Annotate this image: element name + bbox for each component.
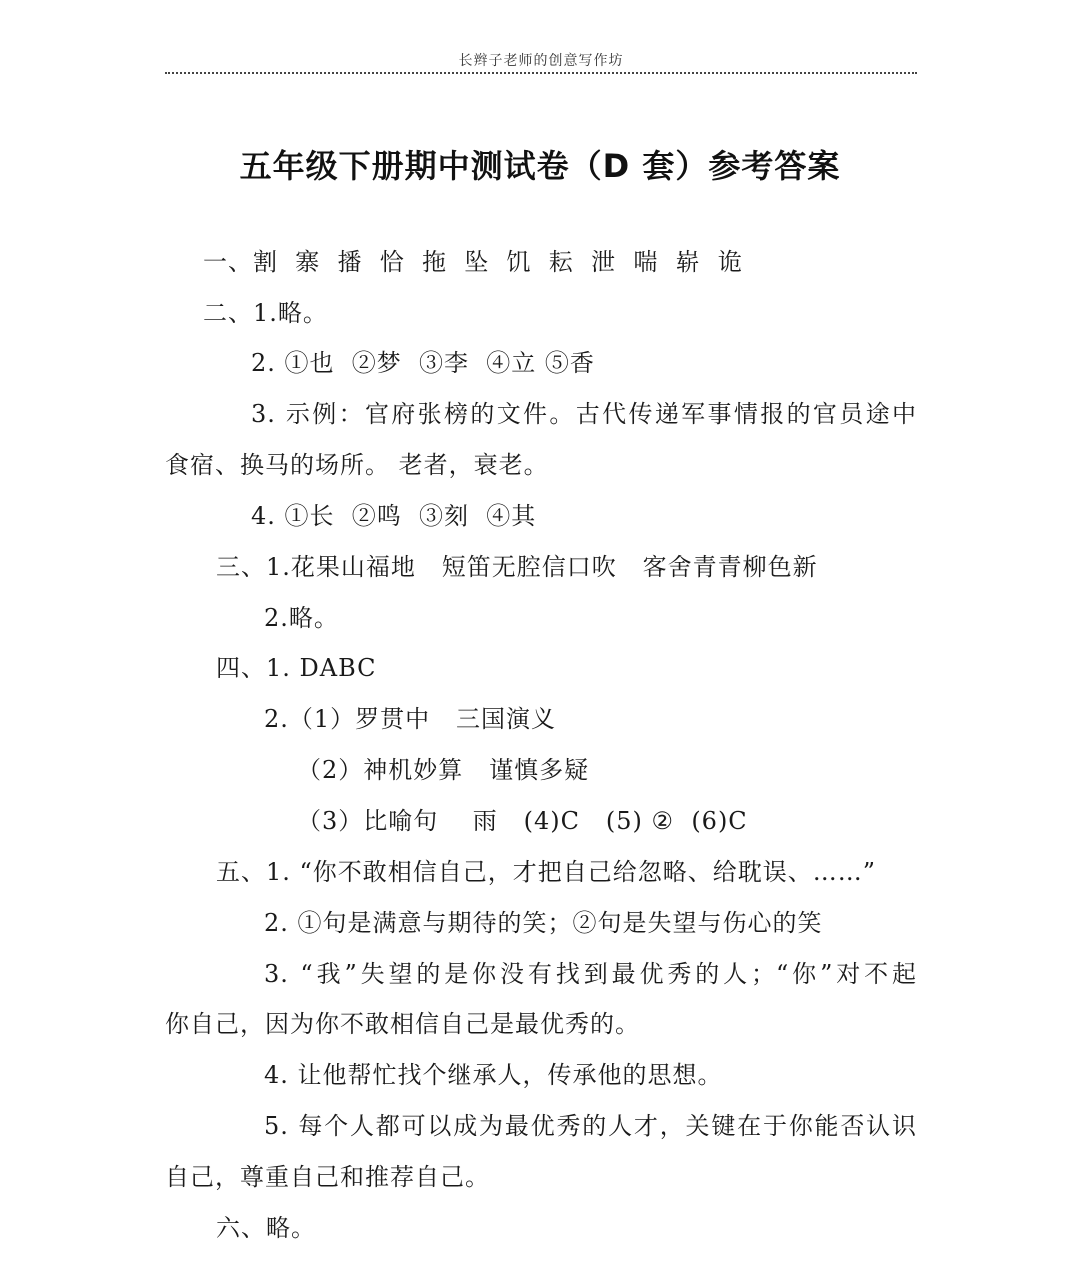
answer-line-6: 4. ①长 ②鸣 ③刻 ④其 [251, 502, 537, 530]
answer-line-14: 2. ①句是满意与期待的笑；②句是失望与伤心的笑 [264, 909, 823, 937]
answer-line-4: 3. 示例：官府张榜的文件。古代传递军事情报的官员途中 [251, 400, 917, 428]
answer-line-7: 三、1.花果山福地 短笛无腔信口吹 客舍青青柳色新 [216, 553, 818, 581]
answer-line-1: 一、割 寨 播 恰 拖 坠 饥 耘 泄 喘 崭 诡 [203, 248, 743, 276]
answer-line-2: 二、1.略。 [203, 299, 328, 327]
answer-line-13: 五、1. “你不敢相信自己，才把自己给忽略、给耽误、……” [216, 858, 877, 886]
answer-line-11: （2）神机妙算 谨慎多疑 [297, 756, 590, 784]
answer-line-16: 你自己，因为你不敢相信自己是最优秀的。 [165, 1010, 640, 1038]
page-header: 长辫子老师的创意写作坊 [458, 53, 624, 69]
answer-line-17: 4. 让他帮忙找个继承人，传承他的思想。 [264, 1061, 723, 1089]
answer-line-18: 5. 每个人都可以成为最优秀的人才，关键在于你能否认识 [264, 1112, 917, 1140]
answer-line-9: 四、1. DABC [216, 654, 377, 682]
answer-line-12: （3）比喻句 雨 (4)C (5) ② (6)C [297, 807, 748, 835]
answer-line-5: 食宿、换马的场所。 老者，衰老。 [165, 451, 549, 479]
answer-line-3: 2. ①也 ②梦 ③李 ④立 ⑤香 [251, 349, 595, 377]
answer-line-20: 六、略。 [216, 1214, 316, 1242]
answer-line-8: 2.略。 [264, 604, 339, 632]
document-title: 五年级下册期中测试卷（D 套）参考答案 [239, 147, 841, 185]
answer-line-15: 3. “我”失望的是你没有找到最优秀的人；“你”对不起 [264, 960, 917, 988]
answer-line-10: 2.（1）罗贯中 三国演义 [264, 705, 557, 733]
header-divider [165, 72, 917, 74]
answer-line-19: 自己，尊重自己和推荐自己。 [165, 1163, 490, 1191]
